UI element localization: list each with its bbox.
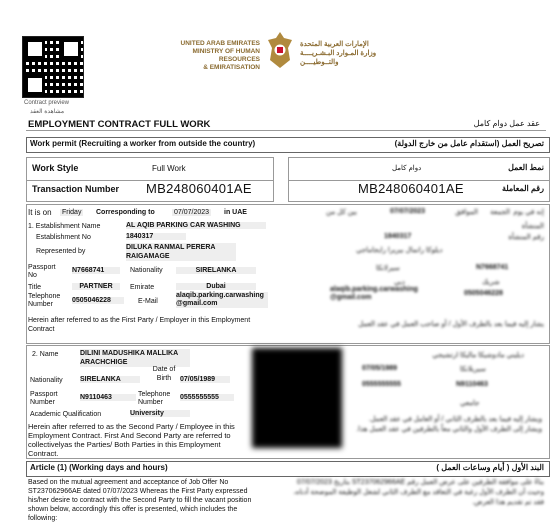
passport-label: Passport No bbox=[28, 264, 56, 279]
article1-body-ar: بناءً على موافقة الطرفين على عرض العمل رقم ST237062966AE بتاريخ 07/07/2023 وحيث أن الطرف الأول رغبة في التعاقد مع الطرف الثاني لشغل الوظيفة الموضحة أدناه، فقد تم تقديم هذا العرض. bbox=[293, 479, 544, 506]
party2-nationality-label: Nationality bbox=[30, 377, 63, 384]
rep-label: Represented by bbox=[36, 248, 86, 255]
qual-label: Academic Qualification bbox=[30, 411, 102, 418]
title-label: Title bbox=[28, 284, 41, 291]
party1-emirate: Dubai bbox=[176, 283, 256, 290]
party1-title: PARTNER bbox=[72, 283, 120, 290]
party2-ar: ديليني مادوشيكا ماليكا ارتشيجي 07/05/1989 سيريلانكا 0555555555 N9110463 جامعي ويشار إليه فيما بعد بالطرف الثاني / أو العامل في عقد العمل. ويشار إلى الطرف الأول والثاني معاً بالطرفين في عقد العمل هذا. bbox=[356, 352, 542, 433]
nationality-label: Nationality bbox=[130, 267, 163, 274]
permit-title: Work permit (Recruiting a worker from outside the country) bbox=[30, 139, 256, 148]
est-name: AL AQIB PARKING CAR WASHING bbox=[126, 222, 266, 229]
dob-label: Date of Birth bbox=[152, 366, 176, 382]
party2-passport-label: Passport Number bbox=[30, 391, 58, 406]
work-style-label: Work Style bbox=[32, 163, 79, 173]
emirate-label: Emirate bbox=[130, 284, 155, 291]
ministry-name-ar: الإمارات العربية المتحدة وزارة المـوارد البـشـريــــة والتــوطيــــن bbox=[300, 41, 377, 66]
transaction-number-ar-side: MB248060401AE bbox=[358, 181, 464, 196]
contract-preview-label: Contract preview bbox=[24, 100, 70, 106]
party1-date-ar-side: 07/07/2023 bbox=[390, 208, 426, 215]
party2-phone: 0555555555 bbox=[180, 394, 234, 401]
uae-emblem-icon bbox=[264, 30, 296, 70]
ministry-name-en: UNITED ARAB EMIRATES MINISTRY OF HUMAN RESOURCES & EMIRATISATION bbox=[180, 40, 260, 71]
party1-passport: N7668741 bbox=[72, 267, 120, 274]
party1-phone: 0505046228 bbox=[72, 297, 124, 304]
contract-title-ar: عقد عمل دوام كامل bbox=[473, 119, 540, 128]
article1-title: Article (1) (Working days and hours) bbox=[30, 463, 168, 472]
party2-name: DILINI MADUSHIKA MALLIKA ARACHCHIGE bbox=[80, 349, 190, 367]
article1-title-ar: البند الأول ( أيام وساعات العمل ) bbox=[436, 463, 544, 472]
transaction-label-ar: رقم المعاملة bbox=[501, 184, 544, 193]
party1-nationality: SIRELANKA bbox=[176, 267, 256, 274]
phone-label: Telephone Number bbox=[28, 293, 61, 308]
it-is-on-label: It is on bbox=[28, 208, 52, 217]
work-style-value-ar: دوام كامل bbox=[392, 165, 422, 172]
party2-qual: University bbox=[130, 410, 190, 417]
qr-code bbox=[22, 36, 84, 98]
work-style-value: Full Work bbox=[152, 164, 186, 173]
party2-en bbox=[28, 347, 238, 458]
rep-name: DILUKA RANMAL PERERA RAIGAMAGE bbox=[126, 243, 236, 261]
contract-title: EMPLOYMENT CONTRACT FULL WORK bbox=[28, 119, 211, 130]
transaction-number: MB248060401AE bbox=[146, 181, 252, 196]
contract-preview-label-ar: مشاهدة العقد bbox=[30, 109, 65, 115]
party1-day: Friday bbox=[62, 209, 82, 216]
party1-ar: إنه في يوم الجمعة الموافق 07/07/2023 بين كل من المنشأة 1840317 رقم المنشأة ديلوكا رانمال بيريرا رايجاماجي سيرلانكا N7668741 دبي شريك alaqib.parking.carwashing@gmail.com 0505046228 يشار إليه فيما بعد بالطرف الأول / أو صاحب العمل في عقد العمل bbox=[326, 208, 544, 328]
work-style-label-ar: نمط العمل bbox=[508, 163, 544, 172]
party1-note: Herein after referred to as the First Party / Employer in this Employment Contract bbox=[28, 317, 251, 333]
article1-body: Based on the mutual agreement and acceptance of Job Offer No ST237062966AE dated 07/07/2023 Whereas the First Party expressed his/her desire to contract with the Second Party to fill the vacant position shown below, accordingly this offer is presented, which includes the following: bbox=[28, 479, 252, 522]
party2-name-label: 2. Name bbox=[32, 351, 59, 358]
in-uae-label: in UAE bbox=[224, 209, 247, 216]
party2-passport: N9110463 bbox=[80, 394, 136, 401]
party2-dob: 07/05/1989 bbox=[180, 376, 230, 383]
party1-date: 07/07/2023 bbox=[174, 209, 210, 216]
party2-phone-label: Telephone Number bbox=[138, 391, 171, 406]
permit-title-ar: تصريح العمل (استقدام عامل من خارج الدولة) bbox=[394, 139, 544, 148]
party1-en bbox=[28, 206, 268, 336]
est-no: 1840317 bbox=[126, 233, 186, 240]
redacted-photo bbox=[252, 348, 342, 448]
party1-email: alaqib.parking.carwashing@gmail.com bbox=[176, 292, 268, 308]
party2-note: Herein after referred to as the Second Party / Employee in this Employment Contract. First And Second Party are referred to collectivelyas the Parties/ Both Parties in this Employment Contract. bbox=[28, 422, 235, 458]
transaction-label: Transaction Number bbox=[32, 184, 120, 194]
est-name-label: 1. Establishment Name bbox=[28, 223, 101, 230]
email-label: E-Mail bbox=[138, 298, 158, 305]
corresponding-label: Corresponding to bbox=[96, 209, 155, 216]
party2-nationality: SIRELANKA bbox=[80, 376, 140, 383]
est-no-label: Establishment No bbox=[36, 234, 91, 241]
